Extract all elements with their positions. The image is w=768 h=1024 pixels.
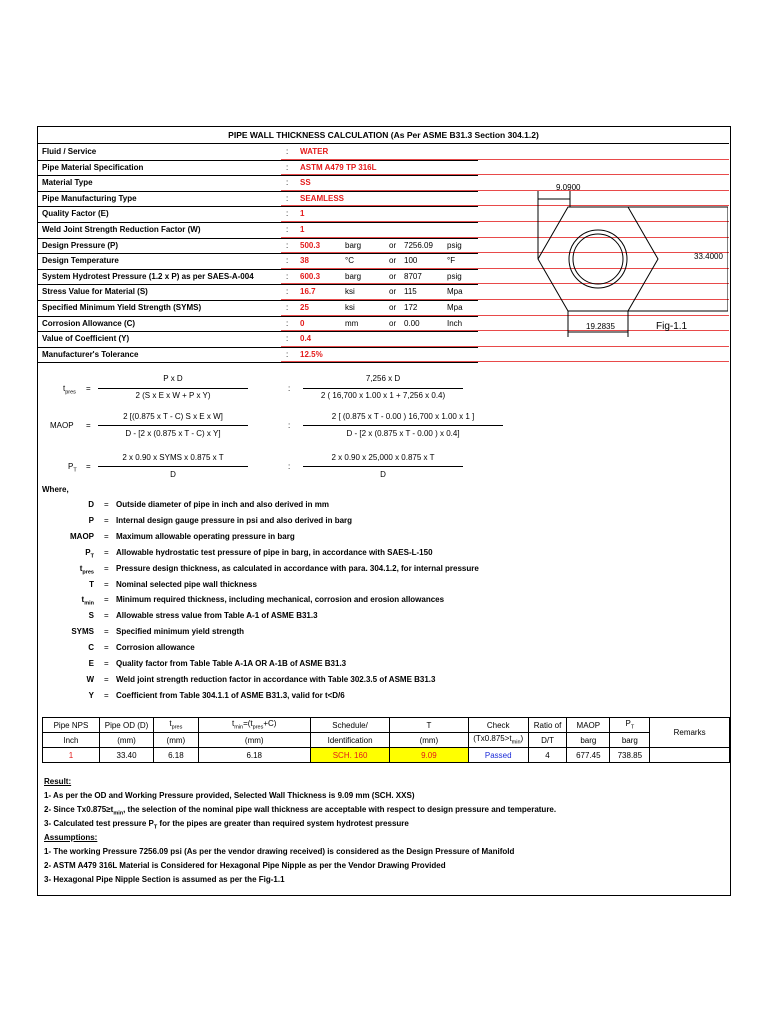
param-or: or	[389, 240, 397, 250]
param-or: or	[389, 256, 397, 266]
param-or: or	[389, 318, 397, 328]
param-unit: barg	[345, 240, 362, 250]
param-label: Design Temperature	[42, 256, 119, 266]
param-or: or	[389, 287, 397, 297]
param-colon: :	[286, 334, 289, 344]
param-value: 600.3	[300, 271, 321, 281]
where-definition: Corrosion allowance	[116, 643, 195, 653]
bore-circle-inner	[573, 234, 623, 284]
param-unit: ksi	[345, 287, 355, 297]
assumption-2: 2- ASTM A479 316L Material is Considered for Hexagonal Pipe Nipple as per the Vendor Drawing Provided	[44, 861, 446, 870]
table-header-row-1: Pipe NPS Pipe OD (D) $t_{pres}$ $t_{min}=(t_{pres}+C)$ Schedule/ T Check Ratio of MAOP $P_T$ Remarks	[43, 718, 730, 733]
param-colon: :	[286, 162, 289, 172]
pt-numerator: 2 x 0.90 x SYMS x 0.875 x T	[122, 453, 224, 462]
where-symbol: MAOP	[70, 531, 94, 541]
where-equals: =	[104, 515, 109, 525]
param-unit: barg	[345, 271, 362, 281]
maop-denominator-2: D - [2 x (0.875 x T - 0.00 ) x 0.4]	[346, 429, 460, 438]
param-value: 38	[300, 256, 309, 266]
param-value: 1	[300, 209, 305, 219]
result-line-3: 3- Calculated test pressure $P_T$ for the pipes are greater than required system hydrotest pressure	[44, 819, 409, 831]
param-label: Corrosion Allowance (C)	[42, 318, 136, 328]
param-colon: :	[286, 303, 289, 312]
where-symbol: W	[86, 674, 94, 684]
where-definition: Maximum allowable operating pressure in barg	[116, 531, 295, 541]
where-definition: Minimum required thickness, including mechanical, corrosion and erosion allowances	[116, 595, 445, 605]
where-equals: =	[104, 690, 109, 700]
where-equals: =	[104, 595, 109, 605]
where-symbol: E	[88, 659, 94, 668]
assumption-3: 3- Hexagonal Pipe Nipple Section is assumed as per the Fig-1.1	[44, 875, 285, 884]
param-unit: mm	[345, 318, 359, 328]
param-alt: 0.00	[404, 318, 420, 328]
where-symbol: SYMS	[71, 627, 94, 637]
tpres-numerator-2: 7,256 x D	[365, 374, 401, 383]
tpres-denominator: 2 (S x E x W + P x Y)	[135, 391, 211, 400]
where-equals: =	[104, 563, 109, 573]
dim-right: 33.4000	[694, 252, 723, 261]
pt-denominator-2: D	[380, 470, 386, 479]
param-value: 12.5%	[300, 349, 323, 359]
param-red-line	[281, 159, 729, 160]
where-symbol: D	[88, 500, 94, 509]
where-definition: Specified minimum yield strength	[116, 627, 245, 637]
where-equals: =	[104, 531, 109, 541]
param-label: Value of Coefficient (Y)	[42, 334, 130, 344]
where-symbol: $t_{min}$	[81, 595, 94, 607]
where-equals: =	[104, 579, 109, 589]
param-label: Pipe Manufacturing Type	[42, 193, 137, 203]
param-alt-unit: psig	[447, 271, 462, 281]
param-value: 25	[300, 303, 309, 312]
result-title: Result:	[44, 777, 72, 786]
maop-denominator: D - [2 x (0.875 x T - C) x Y]	[125, 429, 221, 438]
hexagon-shape	[538, 207, 658, 311]
where-equals: =	[104, 611, 109, 621]
where-definition: Quality factor from Table Table A-1A OR A-1B of ASME B31.3	[116, 659, 347, 668]
param-or: or	[389, 303, 397, 312]
param-value: ASTM A479 TP 316L	[300, 162, 377, 172]
param-value: 0.4	[300, 334, 312, 344]
param-value: 16.7	[300, 287, 316, 297]
where-symbol: Y	[88, 690, 94, 700]
calculation-sheet: PIPE WALL THICKNESS CALCULATION (As Per ASME B31.3 Section 304.1.2) Fluid / Service : WATER Pipe Material Specification : ASTM A479 TP 316L Material Type : SS Pipe Manufacturing Type : SEAMLESS Quality Factor (E) : 1 Weld Joint Strength Reduction Factor (W) : 1 Design Pressure (P) : 500.3 barg or 7256.09 psig Design Temperature : 38 °C or 100 °F System Hydrotest Pressure (1.2 x P) as per SAES-A-004 : 600.3 barg or 8707 psig Stress Value for Material (S) : 16.7 ksi or 115 Mpa Specified Minimum Yield Strength (SYMS) : 25 ksi or 172 Mpa Corrosion Allowance (C) : 0 mm or 0.00 Inch Value of Coefficient (Y) : 0.4 Manufacturer's Tolerance : 12.5% 9.0900 33.4000 19.2835 Fig-1.1 $t_{pres}$ = P x D 2 (S x E x W + P x Y) : 7,256 x D 2 ( 16,700 x 1.00 x 1 + 7,256 x 0.4) MAOP = 2 [(0.875 x T - C) S x E x W] D - [2 x (0.875 x T - C) x Y] : 2 [ (0.875 x T - 0.00 ) 16,700 x 1.00 x 1 ] D - [2 x (0.875 x T - 0.00 ) x 0.4] $P_T$ = 2 x 0.90 x SYMS x 0.875 x T D : 2 x 0.90 x 25,000 x 0.875 x T D Where, D = Outside diameter of pipe in inch and also derived in mm P = Internal design gauge pressure in psi and also derived in barg MAOP = Maximum allowable operating pressure in barg $P_T$ = Allowable hydrostatic test pressure of pipe in barg, in accordance with SAES-L-150 $t_{pres}$ = Pressure design thickness, as calculated in accordance with para. 304.1.2, for internal pressure T = Nominal selected pipe wall thickness $t_{min}$ = Minimum required thickness, including mechanical, corrosion and erosion allowances S = Allowable stress value from Table A-1 of ASME B31.3 SYMS = Specified minimum yield strength C = Corrosion allowance E = Quality factor from Table Table A-1A OR A-1B of ASME B31.3 W = Weld joint strength reduction factor in accordance with Table 302.3.5 of ASME B31.3 Y = Coefficient from Table 304.1.1 of ASME B31.3, valid for t<D/6 Pipe NPS Pipe OD (D) $t_{pres}$ $t_{min}=(t_{pres}+C)$ Schedule/ T Check Ratio of MAOP $P_T$ Remarks Inch (mm) (mm) (mm) Identification (mm) $(Tx0.875>t_{min})$ D/T barg barg 1 33.40 6.18 6.18 SCH. 160 9.09 Passed 4 677.45 738.85 Result: 1- As per the OD and Working Pressure provided, Selected Wall Thickness is 9.09 mm (SCH. XXS) 2- Since $Tx0.875\ge t_{min}$, the selection of the nominal pipe wall thickness are acceptable with respect to design pressure and temperature. 3- Calculated test pressure $P_T$ for the pipes are greater than required system hydrotest pressure Assumptions: 1- The working Pressure 7256.09 psi (As per the vendor drawing received) is considered as the Design Pressure of Manifold 2- ASTM A479 316L Material is Considered for Hexagonal Pipe Nipple as per the Vendor Drawing Provided 3- Hexagonal Pipe Nipple Section is assumed as per the Fig-1.1	[37, 126, 731, 896]
param-alt-unit: psig	[447, 240, 462, 250]
where-definition: Pressure design thickness, as calculated in accordance with para. 304.1.2, for internal pressure	[116, 563, 479, 573]
where-equals: =	[104, 674, 109, 684]
param-alt: 172	[404, 303, 418, 312]
where-symbol: $P_T$	[85, 547, 94, 560]
where-symbol: P	[88, 515, 94, 525]
result-line-1: 1- As per the OD and Working Pressure provided, Selected Wall Thickness is 9.09 mm (SCH. XXS)	[44, 791, 415, 800]
param-value: 0	[300, 318, 305, 328]
param-colon: :	[286, 209, 289, 219]
param-colon: :	[286, 271, 289, 281]
where-definition: Weld joint strength reduction factor in accordance with Table 302.3.5 of ASME B31.3	[116, 674, 436, 684]
param-colon: :	[286, 178, 289, 188]
maop-numerator-2: 2 [ (0.875 x T - 0.00 ) 16,700 x 1.00 x 1 ]	[331, 412, 475, 421]
maop-numerator: 2 [(0.875 x T - C) S x E x W]	[123, 412, 223, 421]
param-colon: :	[286, 318, 289, 328]
param-label: Design Pressure (P)	[42, 240, 119, 250]
param-unit: °C	[345, 256, 354, 266]
param-value: 1	[300, 225, 305, 234]
param-or: or	[389, 271, 397, 281]
param-alt-unit: Mpa	[447, 303, 463, 312]
where-symbol: $t_{pres}$	[79, 563, 94, 576]
param-label: Manufacturer's Tolerance	[42, 349, 139, 359]
table-row: 1 33.40 6.18 6.18 SCH. 160 9.09 Passed 4 677.45 738.85	[43, 748, 730, 763]
param-label: Quality Factor (E)	[42, 209, 109, 219]
param-value: SS	[300, 178, 311, 188]
param-colon: :	[286, 240, 289, 250]
where-definition: Nominal selected pipe wall thickness	[116, 579, 257, 589]
where-equals: =	[104, 659, 109, 668]
table-header-row-2: Inch (mm) (mm) (mm) Identification (mm) $(Tx0.875>t_{min})$ D/T barg barg	[43, 733, 730, 748]
assumption-1: 1- The working Pressure 7256.09 psi (As per the vendor drawing received) is considered as the Design Pressure of Manifold	[44, 847, 515, 856]
where-definition: Allowable stress value from Table A-1 of ASME B31.3	[116, 611, 318, 621]
hexagon-figure	[508, 177, 728, 367]
where-definition: Internal design gauge pressure in psi and also derived in barg	[116, 515, 353, 525]
param-alt: 7256.09	[404, 240, 433, 250]
dim-top: 9.0900	[556, 183, 581, 192]
param-colon: :	[286, 256, 289, 266]
param-label: Fluid / Service	[42, 147, 97, 156]
where-definition: Allowable hydrostatic test pressure of pipe in barg, in accordance with SAES-L-150	[116, 547, 433, 557]
pt-numerator-2: 2 x 0.90 x 25,000 x 0.875 x T	[331, 453, 435, 462]
param-unit: ksi	[345, 303, 355, 312]
tpres-numerator: P x D	[163, 374, 183, 383]
where-symbol: S	[88, 611, 94, 621]
param-alt: 8707	[404, 271, 422, 281]
sheet-title: PIPE WALL THICKNESS CALCULATION (As Per ASME B31.3 Section 304.1.2)	[38, 127, 729, 144]
assumptions-title: Assumptions:	[44, 833, 98, 842]
param-alt-unit: Mpa	[447, 287, 463, 297]
where-equals: =	[104, 500, 109, 509]
where-symbol: C	[88, 643, 94, 653]
results-table	[42, 717, 730, 763]
result-line-2: 2- Since $Tx0.875\ge t_{min}$, the selection of the nominal pipe wall thickness are acceptable with respect to design pressure and temperature.	[44, 805, 557, 817]
where-title: Where,	[42, 485, 69, 494]
where-equals: =	[104, 643, 109, 653]
param-red-line	[281, 174, 729, 175]
where-equals: =	[104, 547, 109, 557]
param-label: Pipe Material Specification	[42, 162, 144, 172]
param-alt: 115	[404, 287, 417, 297]
param-alt-unit: °F	[447, 256, 456, 266]
where-equals: =	[104, 627, 109, 637]
bore-circle-outer	[569, 230, 627, 288]
param-value: SEAMLESS	[300, 193, 345, 203]
param-colon: :	[286, 349, 289, 359]
figure-caption: Fig-1.1	[656, 321, 688, 332]
param-alt-unit: Inch	[447, 318, 463, 328]
param-colon: :	[286, 193, 289, 203]
param-alt: 100	[404, 256, 418, 266]
param-label: Specified Minimum Yield Strength (SYMS)	[42, 303, 202, 312]
param-colon: :	[286, 225, 289, 234]
param-colon: :	[286, 287, 289, 297]
where-definition: Coefficient from Table 304.1.1 of ASME B31.3, valid for t<D/6	[116, 690, 345, 700]
where-symbol: T	[89, 579, 94, 589]
param-label: Material Type	[42, 178, 93, 188]
param-value: 500.3	[300, 240, 321, 250]
param-label: Stress Value for Material (S)	[42, 287, 148, 297]
param-value: WATER	[300, 147, 329, 156]
where-definition: Outside diameter of pipe in inch and also derived in mm	[116, 500, 329, 509]
tpres-denominator-2: 2 ( 16,700 x 1.00 x 1 + 7,256 x 0.4)	[320, 391, 446, 400]
param-label: System Hydrotest Pressure (1.2 x P) as per SAES-A-004	[42, 271, 254, 281]
dim-bottom: 19.2835	[586, 322, 615, 331]
param-label: Weld Joint Strength Reduction Factor (W)	[42, 225, 201, 234]
pt-denominator: D	[170, 470, 176, 479]
param-colon: :	[286, 147, 289, 156]
